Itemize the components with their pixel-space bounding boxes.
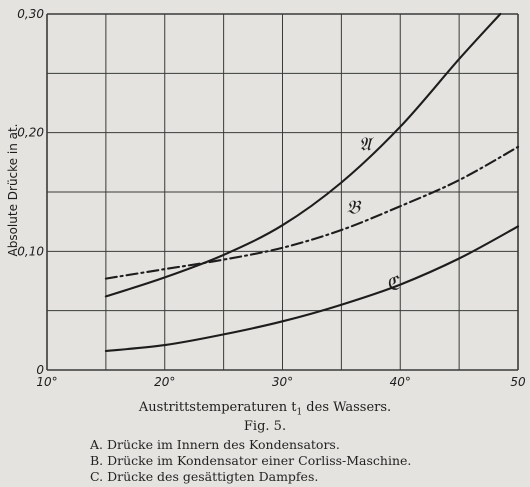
- y-tick-label: 0: [36, 363, 44, 377]
- curve-label-b: 𝔅: [346, 196, 361, 219]
- legend-entry-c: C. Drücke des gesättigten Dampfes.: [90, 469, 319, 484]
- y-axis-label: Absolute Drücke in at.: [6, 123, 20, 257]
- x-axis-label: [0, 400, 530, 418]
- x-tick-label: 10°: [36, 375, 58, 389]
- y-tick-label: 0,20: [17, 125, 44, 140]
- figure-label: Fig. 5.: [243, 419, 287, 434]
- y-tick-label: 0,30: [17, 7, 44, 21]
- y-tick-label: 0,10: [17, 244, 44, 259]
- x-axis-label-main: Austrittstemperaturen t: [138, 400, 297, 415]
- legend-entry-a: A. Drücke im Innern des Kondensators.: [90, 437, 340, 452]
- curve-label-c: ℭ: [387, 272, 402, 295]
- curve-label-a: 𝔄: [358, 133, 372, 156]
- x-axis-label-subscript: 1: [296, 407, 303, 418]
- x-tick-label: 20°: [154, 375, 176, 389]
- x-tick-label: 30°: [271, 375, 294, 389]
- legend-entry-b: B. Drücke im Kondensator einer Corliss-Maschine.: [90, 453, 412, 468]
- x-tick-label: 50: [510, 375, 526, 389]
- x-axis-label-suffix: des Wassers.: [302, 400, 392, 415]
- x-tick-label: 40°: [389, 375, 411, 389]
